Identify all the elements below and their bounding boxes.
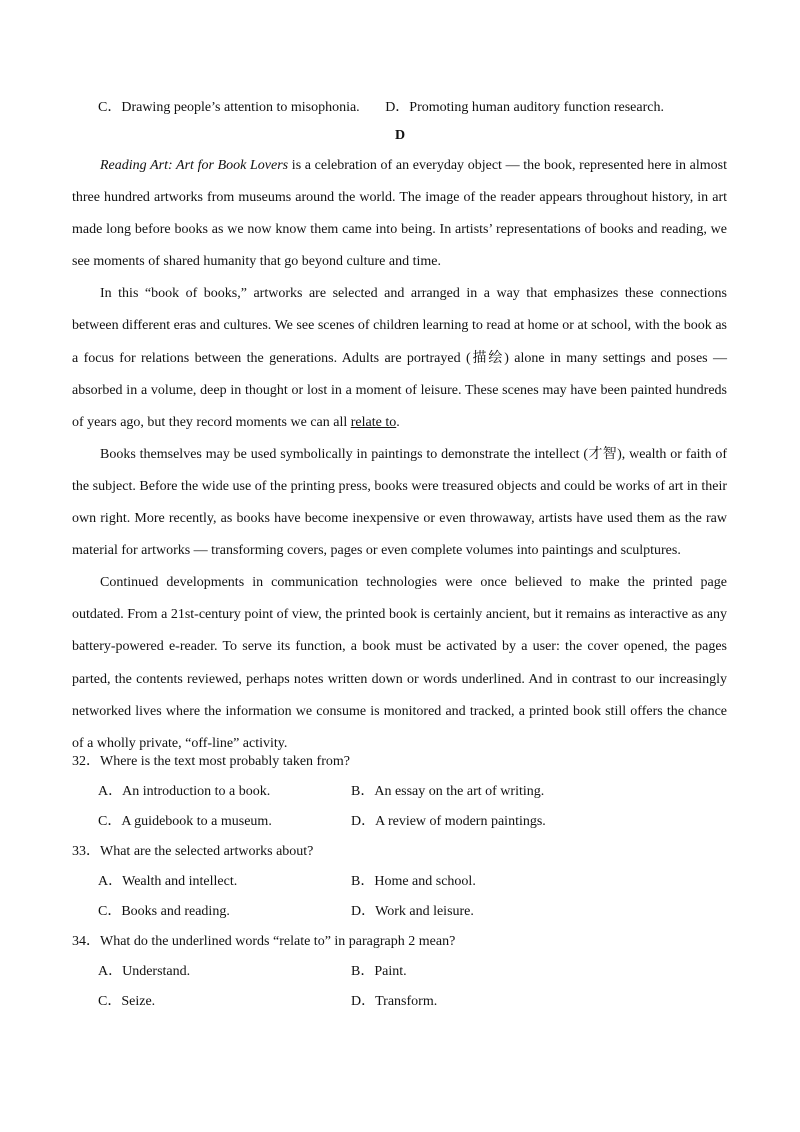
question-33-option-c: C．Books and reading.	[98, 904, 230, 919]
question-33-option-b: B．Home and school.	[351, 874, 476, 889]
underlined-phrase: relate to	[350, 414, 397, 430]
question-33-stem: 33．What are the selected artworks about?	[72, 844, 314, 859]
paragraph-2-end: .	[396, 414, 400, 430]
option-d: D．Promoting human auditory function research.	[385, 100, 664, 115]
question-32-options-row-2	[72, 812, 752, 832]
question-33-options-row-1	[72, 872, 752, 892]
paragraph-1-text: is a celebration of an everyday object — the book, represented here in almost three hundred artworks from museums around the world. The image of the reader appears throughout history, in art made long before books as we now know them came into being. In artists’ representations of books and reading, we see moments of shared humanity that go beyond culture and time.	[72, 158, 727, 270]
question-34-option-d: D．Transform.	[351, 994, 438, 1009]
question-32-option-c: C．A guidebook to a museum.	[98, 814, 272, 829]
option-c: C．Drawing people’s attention to misophonia.	[98, 100, 360, 115]
paragraph-2-text: In this “book of books,” artworks are selected and arranged in a way that emphasizes these connections between different eras and cultures. We see scenes of children learning to read at home or at school, with the book as a focus for relations between the generations. Adults are portrayed (描绘) alone in many settings and poses — absorbed in a volume, deep in thought or lost in a moment of leisure. These scenes may have been painted hundreds of years ago, but they record moments we can all	[72, 286, 727, 430]
question-33-option-a: A．Wealth and intellect.	[98, 874, 238, 889]
question-32-options-row-1	[72, 782, 752, 802]
question-34-stem: 34．What do the underlined words “relate to” in paragraph 2 mean?	[72, 934, 456, 949]
question-33-option-d: D．Work and leisure.	[351, 904, 474, 919]
book-title: Reading Art: Art for Book Lovers	[100, 158, 289, 173]
previous-question-options	[98, 96, 664, 116]
paragraph-1	[72, 150, 727, 278]
question-34-option-c: C．Seize.	[98, 994, 156, 1009]
paragraph-4: Continued developments in communication technologies were once believed to make the printed page outdated. From a 21st-century point of view, the printed book is certainly ancient, but it remains as interactive as any battery-powered e-reader. To serve its function, a book must be activated by a user: the cover opened, the pages parted, the contents reviewed, perhaps notes written down or words underlined. And in contrast to our increasingly networked lives where the information we consume is monitored and tracked, a printed book still offers the chance of a wholly private, “off-line” activity.	[72, 575, 727, 751]
section-title: D	[394, 128, 406, 143]
question-34-option-a: A．Understand.	[98, 964, 191, 979]
question-list	[72, 752, 752, 1012]
question-34-option-b: B．Paint.	[351, 964, 407, 979]
question-34-options-row-2	[72, 992, 752, 1012]
paragraph-2	[72, 278, 727, 438]
question-32-option-d: D．A review of modern paintings.	[351, 814, 546, 829]
question-34-options-row-1	[72, 962, 752, 982]
reading-passage	[72, 150, 727, 760]
question-32-stem: 32．Where is the text most probably taken from?	[72, 754, 350, 769]
paragraph-3: Books themselves may be used symbolically in paintings to demonstrate the intellect (才智), wealth or faith of the subject. Before the wide use of the printing press, books were treasured objects and could be works of art in their own right. More recently, as books have become inexpensive or even throwaway, artists have used them as the raw material for artworks — transforming covers, pages or even complete volumes into paintings and sculptures.	[72, 446, 727, 559]
question-32-option-a: A．An introduction to a book.	[98, 784, 271, 799]
question-32-option-b: B．An essay on the art of writing.	[351, 784, 545, 799]
question-33-options-row-2	[72, 902, 752, 922]
